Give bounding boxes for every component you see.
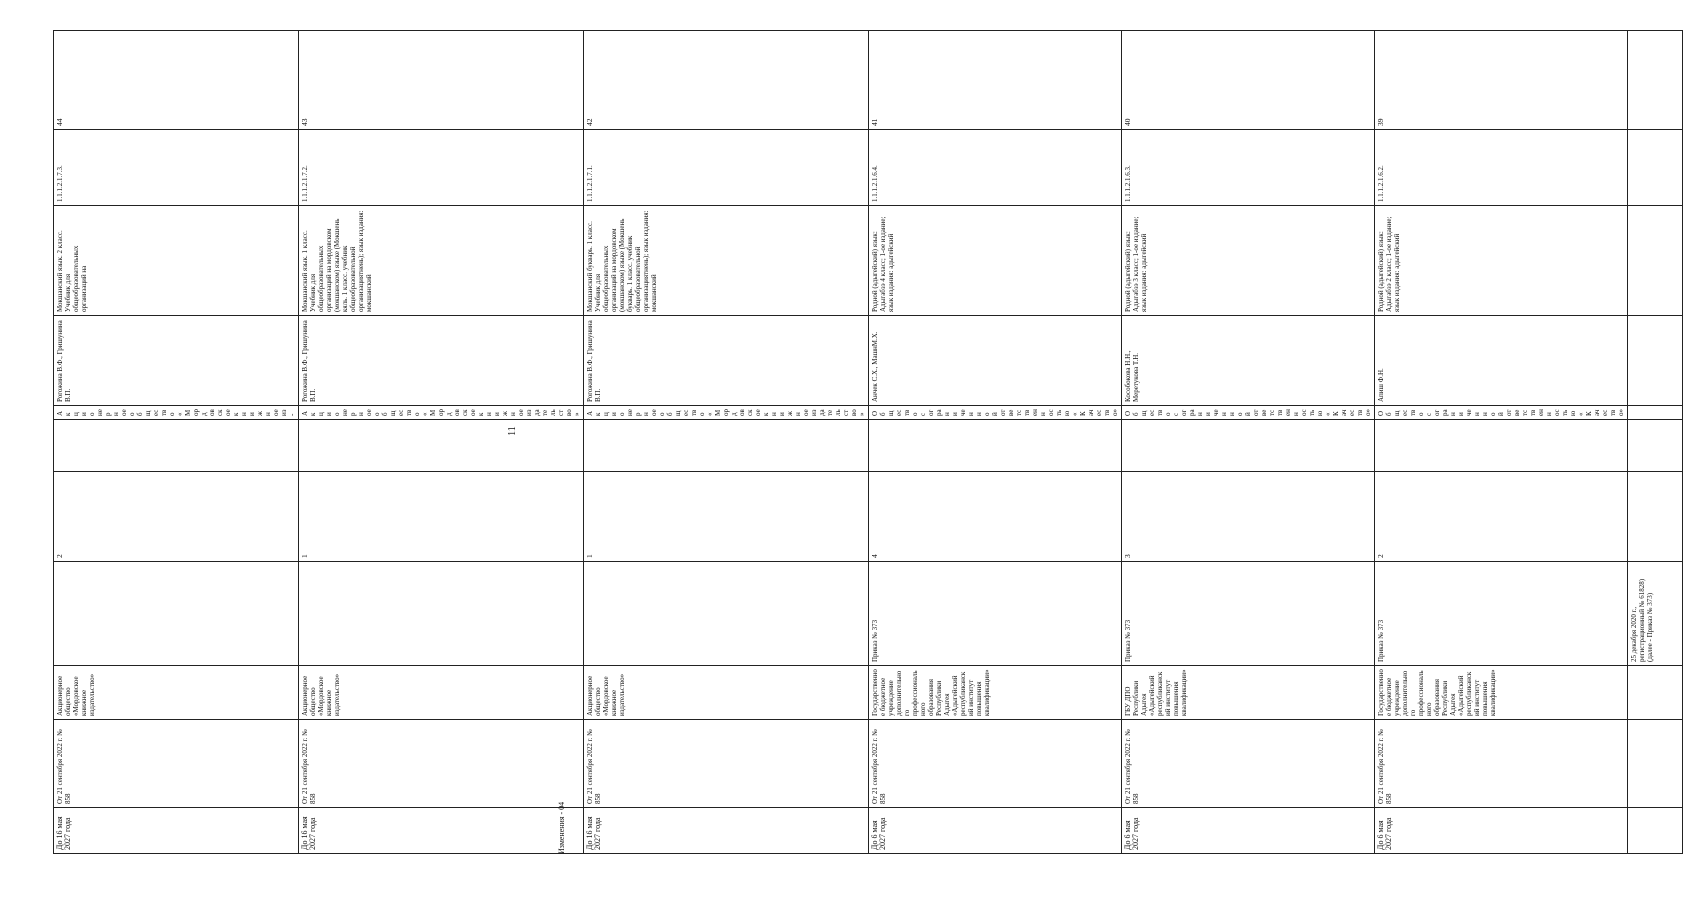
empty-cell (1628, 316, 1683, 406)
textbook-name-cell: Родной (адыгейский) язык: Адыгабзэ 2 класс; 1-ое издание; язык издания: адыгейский (1375, 206, 1628, 316)
publisher-cell: Акционерное общество «Мордовское книжное издательство» (584, 406, 869, 420)
table-row-top (1628, 31, 1683, 854)
organization-cell: ГБУ ДПО Республики Адыгея «Адыгейский республиканский институт повышения квалификации» (1122, 666, 1375, 720)
term-cell: До 16 мая 2027 года (299, 808, 584, 854)
date-cell: От 21 сентября 2022 г. № 858 (54, 720, 299, 808)
date-cell: От 21 сентября 2022 г. № 858 (1122, 720, 1375, 808)
author-cell: Рогожина В.Ф., Гришунина В.П. (584, 316, 869, 406)
empty-cell (54, 420, 299, 472)
empty-cell (1628, 808, 1683, 854)
empty-cell (1122, 420, 1375, 472)
code-cell: 1.1.1.2.1.7.3. (54, 130, 299, 206)
order-cell (584, 562, 869, 666)
table-row (54, 31, 299, 854)
publisher-cell: Акционерное общество «Мордовское книжное издательство» (299, 406, 584, 420)
row-number-cell: 43 (299, 31, 584, 130)
publisher-cell: Акционерное общество «Мордовское книжное из- (54, 406, 299, 420)
textbook-table (53, 30, 1683, 854)
author-cell: Апиш Ф.Н. (1375, 316, 1628, 406)
top-law-cell: 25 декабря 2020 г., регистрационный № 61828) (далее - Приказ № 373) (1628, 562, 1683, 666)
date-cell: От 21 сентября 2022 г. № 858 (869, 720, 1122, 808)
date-cell: От 21 сентября 2022 г. № 858 (1375, 720, 1628, 808)
empty-cell (1628, 472, 1683, 562)
order-cell (54, 562, 299, 666)
position-cell: 4 (869, 472, 1122, 562)
empty-cell (1628, 130, 1683, 206)
position-cell: 3 (1122, 472, 1375, 562)
textbook-name-cell: Мокшанский язык. 2 класс. Учебник для общеобразовательных организаций на (54, 206, 299, 316)
date-cell: От 21 сентября 2022 г. № 858 (299, 720, 584, 808)
code-cell: 1.1.1.2.1.6.2. (1375, 130, 1628, 206)
author-cell: Рогожина В.Ф., Гришунина В.П. (299, 316, 584, 406)
publisher-cell: Общество с ограниченной ответственностью «Качество» (869, 406, 1122, 420)
organization-cell: Акционерное общество «Мордовское книжное издательство» (54, 666, 299, 720)
position-cell: 1 (299, 472, 584, 562)
organization-cell: Государственное бюджетное учреждение дополнительного профессионального образования Республики Адыгея «Адыгейский республиканский институт повышения квалификации» (869, 666, 1122, 720)
term-cell: До 6 мая 2027 года (869, 808, 1122, 854)
row-number-cell: 44 (54, 31, 299, 130)
code-cell: 1.1.1.2.1.6.4. (869, 130, 1122, 206)
empty-cell (1628, 206, 1683, 316)
order-cell: Приказ № 373 (1122, 562, 1375, 666)
empty-cell (869, 420, 1122, 472)
textbook-name-cell: Мокшанский язык. 1 класс. Учебник для общеобразовательных организаций на мордовском (мокшанском) языке (Мокшень кяль. 1 класс. учебник общеобразовательной организациятнень); язык издания: мокшанский (299, 206, 584, 316)
term-cell: До 16 мая 2027 года (584, 808, 869, 854)
textbook-name-cell: Родной (адыгейский) язык: Адыгабзэ 4 класс; 1-ое издание; язык издания: адыгейский (869, 206, 1122, 316)
term-cell: До 6 мая 2027 года (1122, 808, 1375, 854)
textbook-name-cell: Родной (адыгейский) язык: Адыгабзэ 3 класс; 1-ое издание; язык издания: адыгейский (1122, 206, 1375, 316)
empty-cell (584, 420, 869, 472)
date-cell: От 21 сентября 2022 г. № 858 (584, 720, 869, 808)
footer-text: Изменения - 04 (557, 801, 566, 854)
table-row (869, 31, 1122, 854)
table-row (1375, 31, 1628, 854)
empty-cell (1628, 720, 1683, 808)
empty-cell (1628, 31, 1683, 130)
order-cell: Приказ № 373 (869, 562, 1122, 666)
textbook-name-cell: Мокшанский букварь. 1 класс. Учебник для общеобразовательных организаций на мордовском (мокшанском) языке (Мокшень букварь. 1 класс. учебник общеобразовательной организациятнень); язык издания: мокшанский (584, 206, 869, 316)
row-number-cell: 41 (869, 31, 1122, 130)
table-row (299, 31, 584, 854)
empty-cell (1375, 420, 1628, 472)
rotated-landscape-page (53, 0, 1654, 862)
row-number-cell: 39 (1375, 31, 1628, 130)
empty-cell (1628, 666, 1683, 720)
order-cell (299, 562, 584, 666)
order-cell: Приказ № 373 (1375, 562, 1628, 666)
code-cell: 1.1.1.2.1.7.2. (299, 130, 584, 206)
table-row (584, 31, 869, 854)
row-number-cell: 40 (1122, 31, 1375, 130)
organization-cell: Государственное бюджетное учреждение дополнительного профессионального образования Республики Адыгея «Адыгейский республиканский институт повышения квалификации» (1375, 666, 1628, 720)
author-cell: Рогожина В.Ф., Гришунина В.П. (54, 316, 299, 406)
term-cell: До 16 мая 2027 года (54, 808, 299, 854)
empty-cell (1628, 406, 1683, 420)
code-cell: 1.1.1.2.1.7.1. (584, 130, 869, 206)
empty-cell (299, 420, 584, 472)
position-cell: 1 (584, 472, 869, 562)
author-cell: Анчек С.Х., МашнM.Х. (869, 316, 1122, 406)
publisher-cell: Общество с ограниченной ответственностью «Качество» (1122, 406, 1375, 420)
row-number-cell: 42 (584, 31, 869, 130)
term-cell: До 6 мая 2027 года (1375, 808, 1628, 854)
table-row (1122, 31, 1375, 854)
organization-cell: Акционерное общество «Мордовское книжное издательство» (584, 666, 869, 720)
organization-cell: Акционерное общество «Мордовское книжное издательство» (299, 666, 584, 720)
publisher-cell: Общество с ограниченной ответственностью «Качество» (1375, 406, 1628, 420)
author-cell: Кособокова Н.Н., Меретукова Т.Н. (1122, 316, 1375, 406)
code-cell: 1.1.1.2.1.6.3. (1122, 130, 1375, 206)
position-cell: 2 (54, 472, 299, 562)
page-number: 11 (507, 426, 518, 436)
empty-cell (1628, 420, 1683, 472)
position-cell: 2 (1375, 472, 1628, 562)
